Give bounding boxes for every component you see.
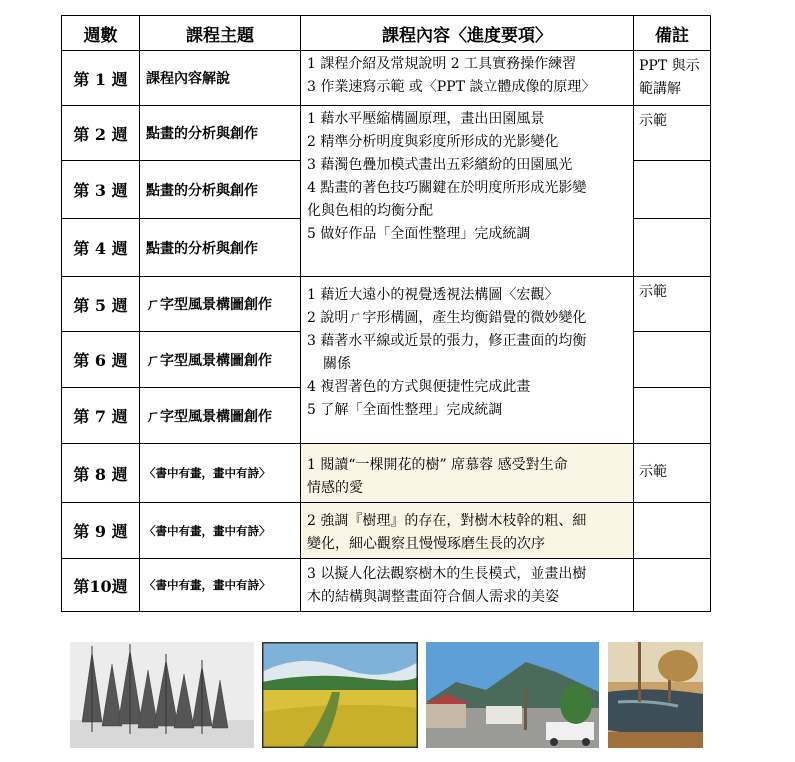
header-topic: 課程主題 (140, 16, 301, 51)
content-line: 化與色相的均衡分配 (307, 203, 433, 219)
table-row (62, 51, 711, 106)
week-cell: 第 3 週 (62, 161, 140, 219)
content-line: 1 閱讀“一棵開花的樹” 席慕蓉 感受對生命 (307, 457, 568, 473)
content-line: 情感的愛 (307, 480, 363, 496)
mountain-village-photo-image (426, 642, 599, 748)
table-row (62, 106, 711, 161)
topic-cell: 點畫的分析與創作 (140, 106, 301, 161)
topic-cell: 點畫的分析與創作 (140, 161, 301, 219)
week-cell: 第 8 週 (62, 444, 140, 503)
header-note: 備註 (634, 16, 711, 51)
content-line: 3 藉濁色疊加模式畫出五彩繽紛的田園風光 (307, 157, 573, 173)
note-cell: 示範 (634, 277, 711, 332)
content-line: 1 藉近大遠小的視覺透視法構圖〈宏觀〉 (307, 287, 559, 303)
note-cell: 示範 (634, 444, 711, 503)
table-row (62, 503, 711, 559)
table-row (62, 277, 711, 332)
note-line: PPT 與示 (639, 58, 700, 74)
note-cell (634, 332, 711, 388)
content-line: 2 說明ㄏ字形構圖，產生均衡錯覺的微妙變化 (307, 310, 587, 326)
content-cell (301, 444, 634, 503)
note-line: 範講解 (639, 81, 681, 97)
content-line: 5 了解「全面性整理」完成統調 (307, 402, 503, 418)
note-cell: 示範 (634, 106, 711, 161)
content-cell (301, 559, 634, 612)
week-cell: 第 9 週 (62, 503, 140, 559)
photo-strip (0, 642, 795, 748)
topic-cell: ㄏ字型風景構圖創作 (140, 388, 301, 444)
content-line: 1 藉水平壓縮構圖原理，畫出田園風景 (307, 111, 545, 127)
content-line: 4 複習著色的方式與便捷性完成此畫 (307, 379, 531, 395)
content-line: 4 點畫的著色技巧關鍵在於明度所形成光影變 (307, 180, 587, 196)
topic-cell: 〈書中有畫，畫中有詩〉 (140, 559, 301, 612)
content-line: 1 課程介紹及常規說明 2 工具實務操作練習 (307, 56, 577, 72)
content-cell (301, 277, 634, 444)
week-cell: 第 1 週 (62, 51, 140, 106)
note-cell (634, 219, 711, 277)
header-row (62, 16, 711, 51)
note-cell (634, 161, 711, 219)
note-cell (634, 503, 711, 559)
schedule-table (61, 15, 711, 612)
content-line: 3 以擬人化法觀察樹木的生長模式，並畫出樹 (307, 566, 587, 582)
content-line: 關係 (323, 356, 351, 372)
week-cell: 第 4 週 (62, 219, 140, 277)
table-row (62, 444, 711, 503)
topic-cell: 〈書中有畫，畫中有詩〉 (140, 503, 301, 559)
content-line: 5 做好作品「全面性整理」完成統調 (307, 226, 531, 242)
content-cell (301, 51, 634, 106)
week-cell: 第 5 週 (62, 277, 140, 332)
header-content: 課程內容〈進度要項〉 (301, 16, 634, 51)
note-cell (634, 51, 711, 106)
content-cell (301, 503, 634, 559)
week-cell: 第 6 週 (62, 332, 140, 388)
content-line: 2 強調『樹理』的存在，對樹木枝幹的粗、細 (307, 513, 587, 529)
content-line: 木的結構與調整畫面符合個人需求的美姿 (307, 589, 559, 605)
week-cell: 第 7 週 (62, 388, 140, 444)
topic-cell: ㄏ字型風景構圖創作 (140, 332, 301, 388)
topic-cell: 〈書中有畫，畫中有詩〉 (140, 444, 301, 503)
content-line: 變化，細心觀察且慢慢琢磨生長的次序 (307, 536, 545, 552)
content-line: 3 藉著水平線或近景的張力，修正畫面的均衡 (307, 333, 587, 349)
content-cell (301, 106, 634, 277)
river-landscape-painting-image (608, 642, 703, 748)
content-line: 2 精準分析明度與彩度所形成的光影變化 (307, 134, 559, 150)
week-cell: 第10週 (62, 559, 140, 612)
pencil-pine-sketch-image (70, 642, 254, 748)
content-line: 3 作業速寫示範 或〈PPT 談立體成像的原理〉 (307, 79, 596, 95)
note-cell (634, 559, 711, 612)
week-cell: 第 2 週 (62, 106, 140, 161)
table-row (62, 559, 711, 612)
note-cell (634, 388, 711, 444)
topic-cell: 點畫的分析與創作 (140, 219, 301, 277)
topic-cell: 課程內容解說 (140, 51, 301, 106)
rice-field-painting-image (262, 642, 418, 748)
header-week: 週數 (62, 16, 140, 51)
topic-cell: ㄏ字型風景構圖創作 (140, 277, 301, 332)
